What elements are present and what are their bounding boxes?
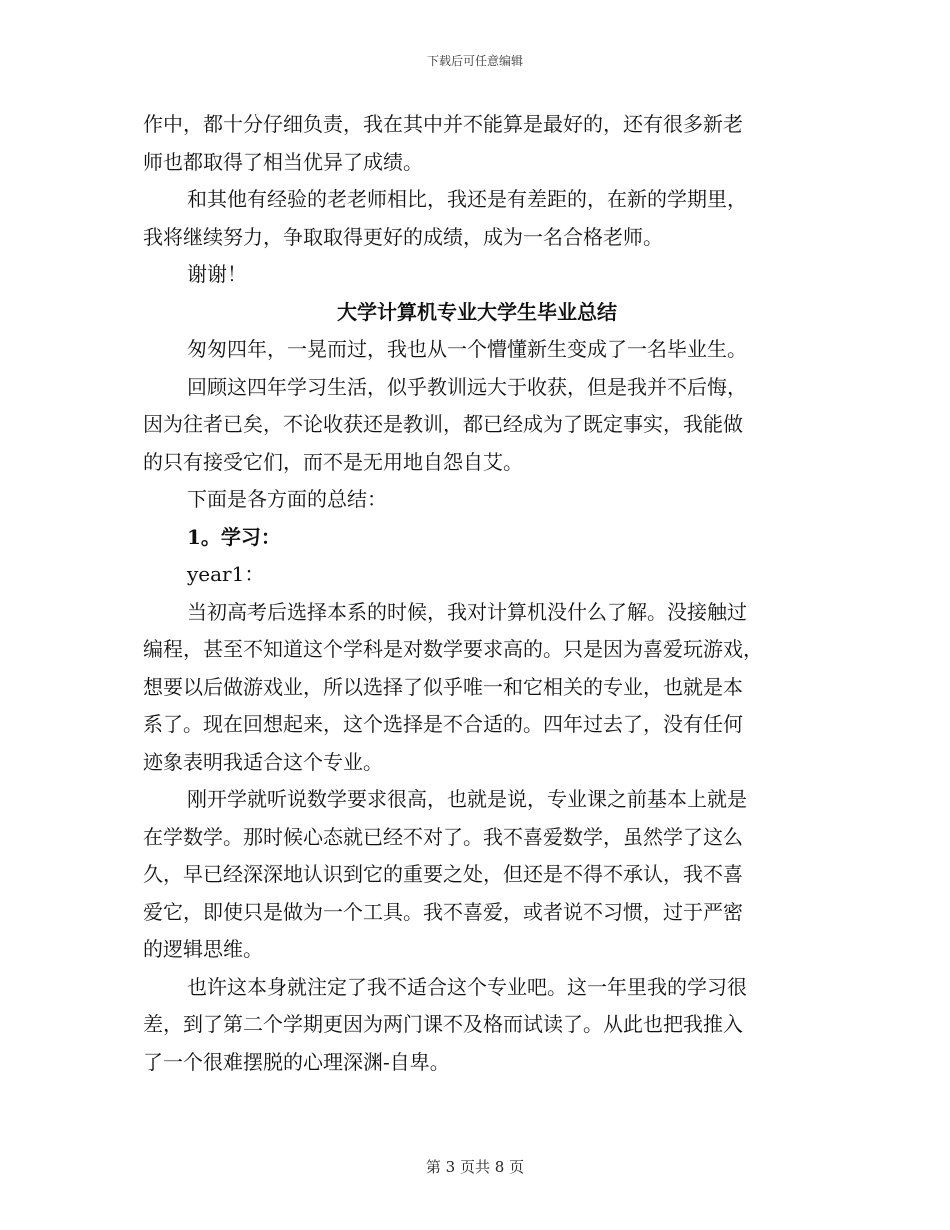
paragraph-line: 的逻辑思维。	[143, 937, 263, 961]
paragraph-line: 回顾这四年学习生活，似乎教训远大于收获，但是我并不后悔，	[187, 374, 747, 399]
section-title: 大学计算机专业大学生毕业总结	[337, 299, 617, 324]
paragraph-line: 因为往者已矣，不论收获还是教训，都已经成为了既定事实，我能做	[143, 412, 743, 436]
paragraph-line: 刚开学就听说数学要求很高，也就是说，专业课之前基本上就是	[187, 787, 747, 811]
paragraph-line: year1：	[187, 562, 265, 586]
paragraph-line: 师也都取得了相当优异了成绩。	[143, 149, 423, 174]
document-body	[143, 106, 803, 1081]
paragraph-line: 的只有接受它们，而不是无用地自怨自艾。	[143, 449, 523, 474]
paragraph-line: 想要以后做游戏业，所以选择了似乎唯一和它相关的专业，也就是本	[143, 674, 743, 699]
paragraph-line: 编程，甚至不知道这个学科是对数学要求高的。只是因为喜爱玩游戏，	[143, 637, 763, 661]
paragraph-line: 系了。现在回想起来，这个选择是不合适的。四年过去了，没有任何	[143, 712, 743, 736]
paragraph-line: 和其他有经验的老老师相比，我还是有差距的，在新的学期里，	[187, 187, 747, 211]
subsection-heading: 1。学习：	[187, 524, 281, 549]
paragraph-line: 作中，都十分仔细负责，我在其中并不能算是最好的，还有很多新老	[143, 112, 743, 136]
paragraph-line: 谢谢！	[187, 262, 247, 286]
paragraph-line: 在学数学。那时候心态就已经不对了。我不喜爱数学，虽然学了这么	[143, 824, 743, 849]
paragraph-line: 迹象表明我适合这个专业。	[143, 749, 383, 774]
page-header: 下载后可任意编辑	[426, 54, 523, 68]
paragraph-line: 我将继续努力，争取取得更好的成绩，成为一名合格老师。	[143, 224, 663, 249]
page-footer: 第 3 页共 8 页	[425, 1158, 525, 1176]
paragraph-line: 爱它，即使只是做为一个工具。我不喜爱，或者说不习惯，过于严密	[143, 899, 743, 924]
paragraph-line: 也许这本身就注定了我不适合这个专业吧。这一年里我的学习很	[187, 974, 747, 999]
paragraph-line: 下面是各方面的总结：	[187, 487, 387, 511]
paragraph-line: 了一个很难摆脱的心理深渊-自卑。	[143, 1049, 450, 1074]
paragraph-line: 差，到了第二个学期更因为两门课不及格而试读了。从此也把我推入	[143, 1012, 743, 1036]
paragraph-line: 匆匆四年，一晃而过，我也从一个懵懂新生变成了一名毕业生。	[187, 337, 747, 361]
paragraph-line: 久，早已经深深地认识到它的重要之处，但还是不得不承认，我不喜	[143, 862, 743, 886]
paragraph-line: 当初高考后选择本系的时候，我对计算机没什么了解。没接触过	[187, 599, 747, 624]
